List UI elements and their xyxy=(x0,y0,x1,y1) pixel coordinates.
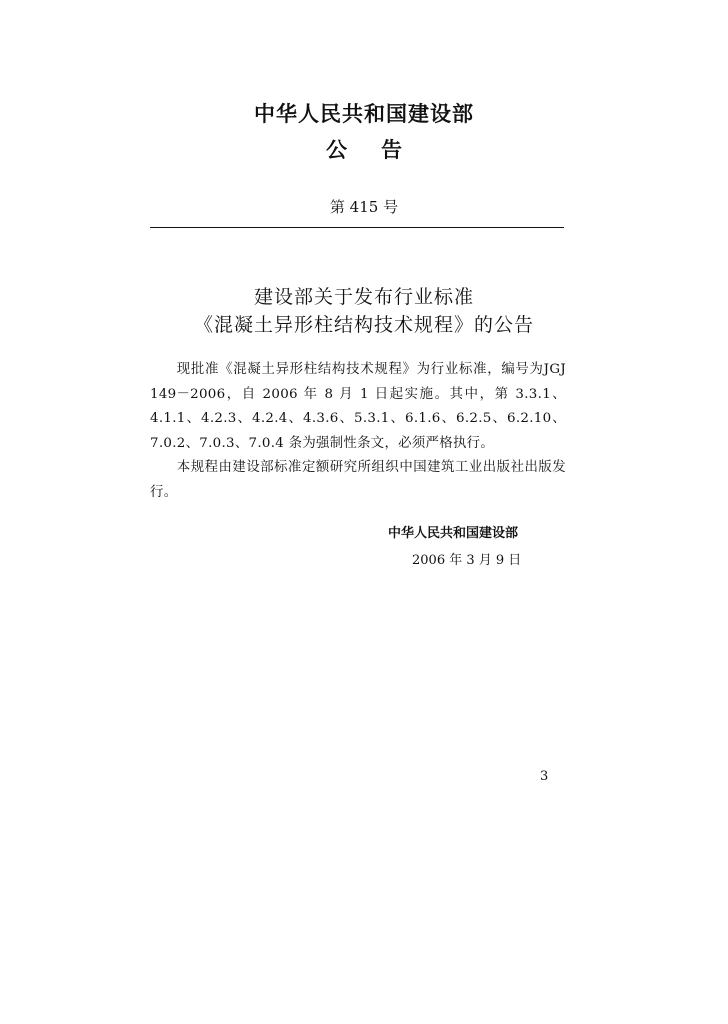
announcement-heading-line-2: 《混凝土异形柱结构技术规程》的公告 xyxy=(193,314,534,336)
signature-block xyxy=(388,522,538,568)
announcement-heading-line-1: 建设部关于发布行业标准 xyxy=(253,286,474,308)
body-paragraph-2: 本规程由建设部标准定额研究所组织中国建筑工业出版社出版发行。 xyxy=(150,460,566,500)
signature-date: 2006 年 3 月 9 日 xyxy=(412,553,522,568)
page-number: 3 xyxy=(540,769,549,784)
signature-organization: 中华人民共和国建设部 xyxy=(388,526,519,541)
header-divider xyxy=(150,227,564,228)
announcement-body xyxy=(150,358,566,505)
notice-title: 公告 xyxy=(326,138,436,162)
document-number: 第 415 号 xyxy=(329,198,399,216)
ministry-name: 中华人民共和国建设部 xyxy=(254,102,474,126)
body-paragraph-1: 现批准《混凝土异形柱结构技术规程》为行业标准，编号为JGJ 149－2006，自 2006 年 8 月 1 日起实施。其中，第 3.3.1、4.1.1、4.2.3、4.2.4、4.3.6、5.3.1、6.1.6、6.2.5、6.2.10、7.0.2、7.0.3、7.0.4 条为强制性条文，必须严格执行。 xyxy=(150,362,566,451)
